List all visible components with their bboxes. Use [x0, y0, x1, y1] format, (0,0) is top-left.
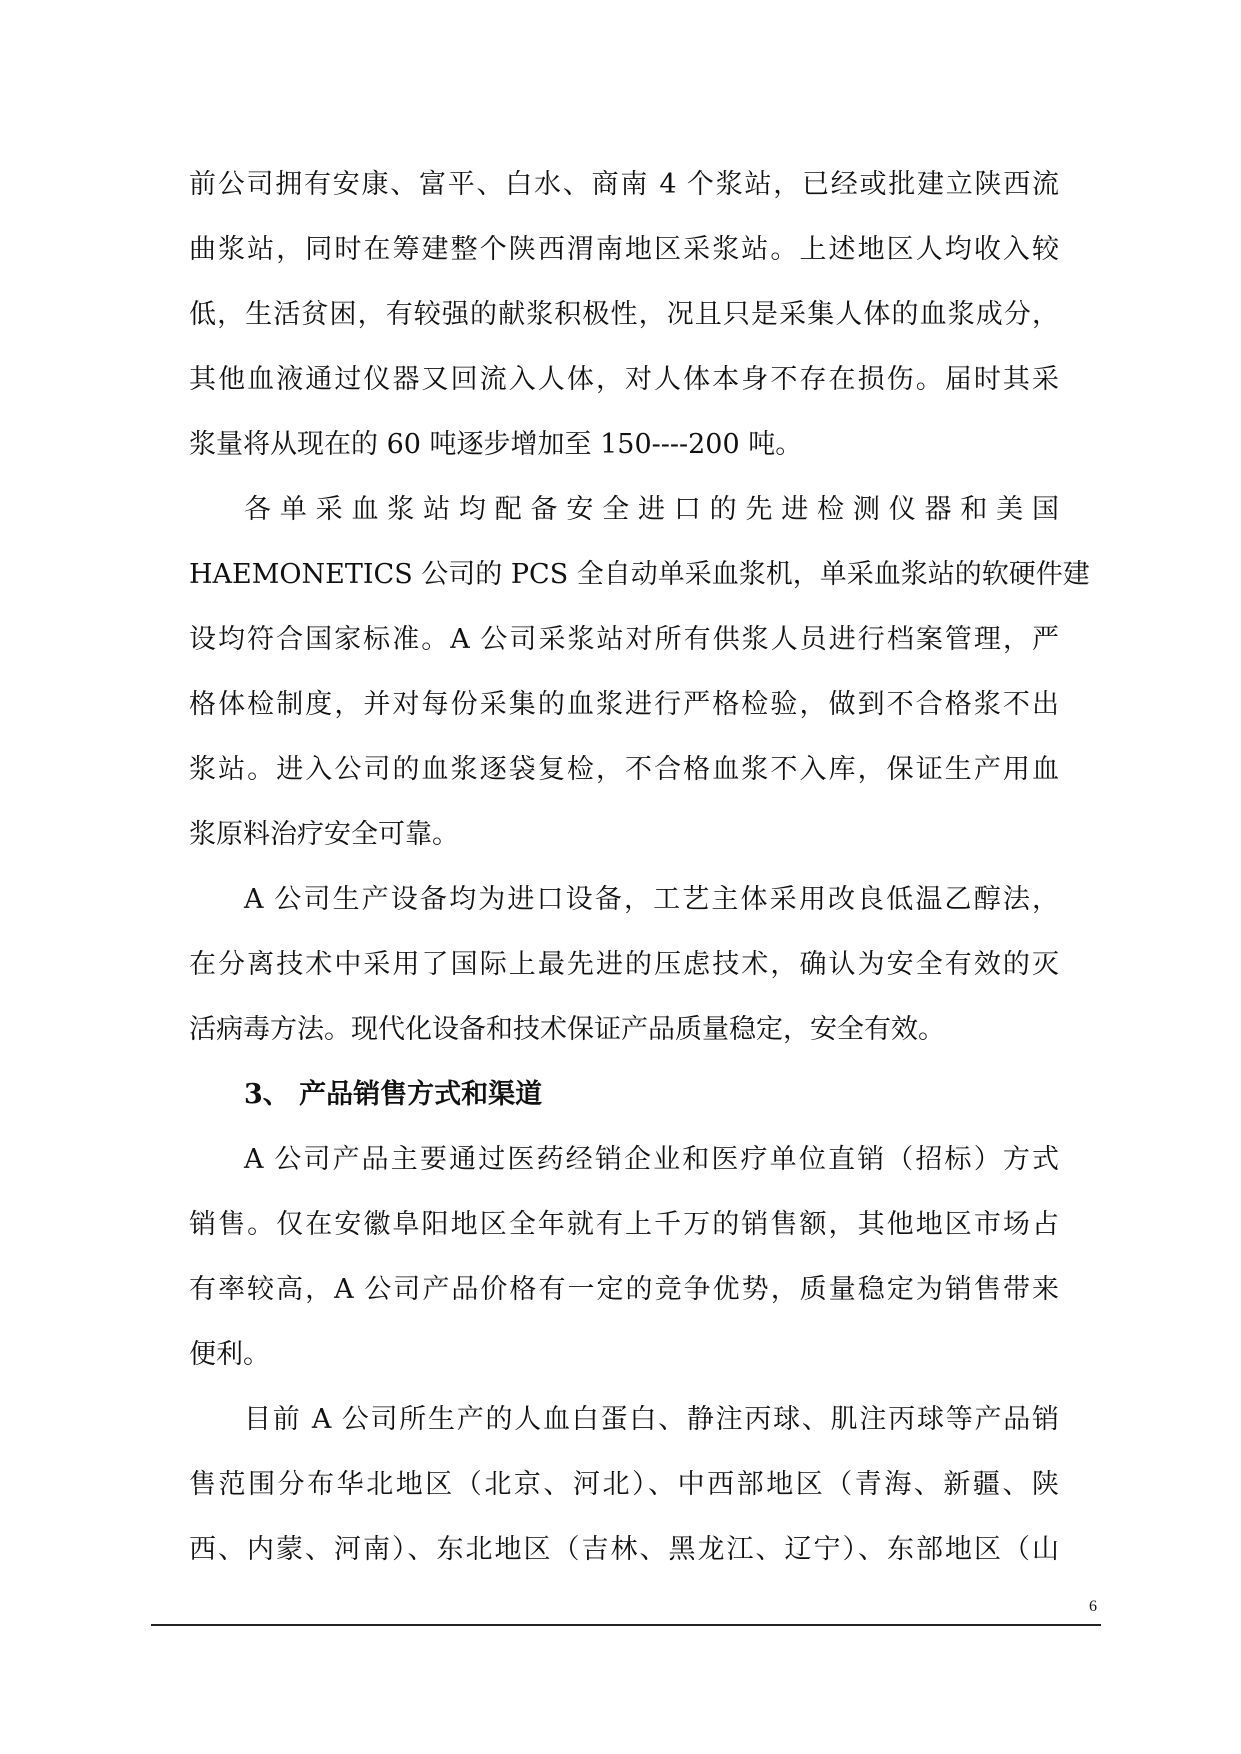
paragraph-line: 其他血液通过仪器又回流入人体，对人体本身不存在损伤。届时其采 — [189, 364, 1059, 395]
paragraph-line: 便利。 — [189, 1339, 270, 1370]
paragraph-line: 低，生活贫困，有较强的献浆积极性，况且只是采集人体的血浆成分， — [189, 299, 1059, 330]
paragraph-line: 格体检制度，并对每份采集的血浆进行严格检验，做到不合格浆不出 — [189, 689, 1059, 720]
paragraph-line: 目前 A 公司所生产的人血白蛋白、静注丙球、肌注丙球等产品销 — [244, 1404, 1059, 1435]
paragraph-line: 曲浆站，同时在筹建整个陕西渭南地区采浆站。上述地区人均收入较 — [189, 234, 1059, 265]
paragraph-line: 浆站。进入公司的血浆逐袋复检，不合格血浆不入库，保证生产用血 — [189, 754, 1059, 785]
paragraph-line: 有率较高，A 公司产品价格有一定的竞争优势，质量稳定为销售带来 — [189, 1274, 1059, 1305]
paragraph-line: HAEMONETICS 公司的 PCS 全自动单采血浆机，单采血浆站的软硬件建 — [189, 559, 1090, 590]
paragraph-line: 活病毒方法。现代化设备和技术保证产品质量稳定，安全有效。 — [189, 1014, 945, 1045]
page-number: 6 — [1089, 1598, 1097, 1615]
footer-rule — [151, 1624, 1101, 1626]
paragraph-line: A 公司产品主要通过医药经销企业和医疗单位直销（招标）方式 — [244, 1144, 1059, 1175]
paragraph-line: 销售。仅在安徽阜阳地区全年就有上千万的销售额，其他地区市场占 — [189, 1209, 1059, 1240]
section-heading: 3、 产品销售方式和渠道 — [244, 1079, 543, 1110]
paragraph-line: 浆原料治疗安全可靠。 — [189, 819, 459, 850]
paragraph-line: 浆量将从现在的 60 吨逐步增加至 150----200 吨。 — [189, 429, 803, 460]
paragraph-line: 在分离技术中采用了国际上最先进的压虑技术，确认为安全有效的灭 — [189, 949, 1059, 980]
paragraph-line: 各单采血浆站均配备安全进口的先进检测仪器和美国 — [244, 494, 1059, 525]
paragraph-line: 前公司拥有安康、富平、白水、商南 4 个浆站，已经或批建立陕西流 — [189, 169, 1059, 200]
paragraph-line: A 公司生产设备均为进口设备，工艺主体采用改良低温乙醇法， — [244, 884, 1059, 915]
paragraph-line: 设均符合国家标准。A 公司采浆站对所有供浆人员进行档案管理，严 — [189, 624, 1059, 655]
paragraph-line: 西、内蒙、河南）、东北地区（吉林、黑龙江、辽宁）、东部地区（山 — [189, 1534, 1059, 1565]
paragraph-line: 售范围分布华北地区（北京、河北）、中西部地区（青海、新疆、陕 — [189, 1469, 1059, 1500]
